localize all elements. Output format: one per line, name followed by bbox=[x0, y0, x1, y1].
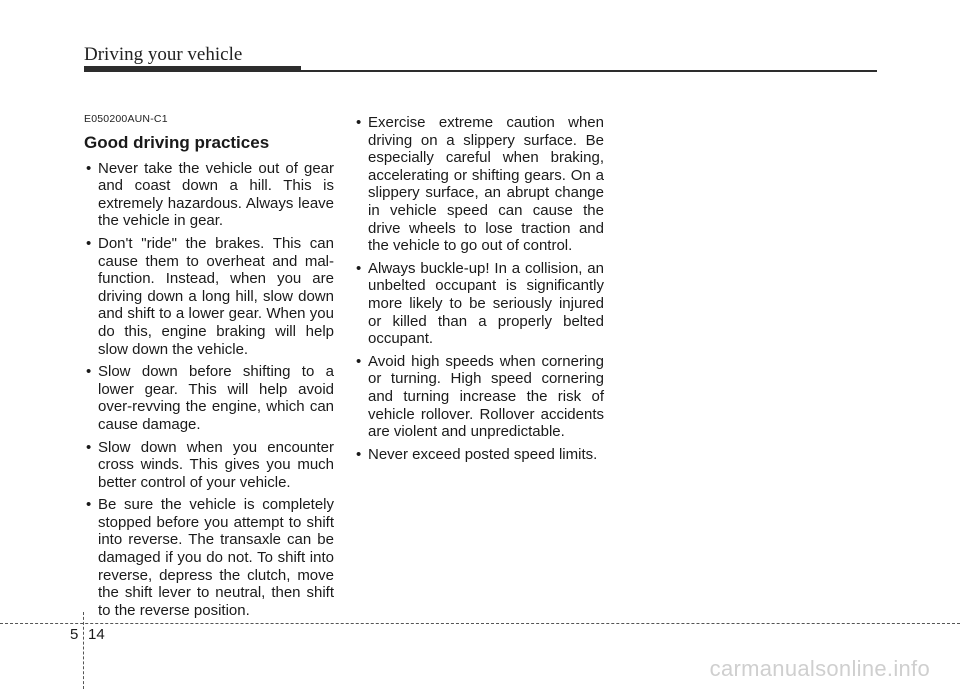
list-item: • Never take the vehicle out of gear and coast down a hill. This is extremely hazardous. Always leave the vehicle in gear. bbox=[86, 159, 334, 230]
right-bullet-list bbox=[354, 114, 604, 463]
left-column bbox=[84, 108, 334, 624]
watermark: carmanualsonline.info bbox=[709, 656, 930, 681]
section-code: E050200AUN-C1 bbox=[84, 113, 168, 125]
bullet-icon: • bbox=[86, 496, 92, 514]
page-number: 14 bbox=[88, 626, 105, 643]
list-item: • Never exceed posted speed limits. bbox=[356, 445, 598, 463]
bullet-icon: • bbox=[356, 352, 362, 370]
right-column bbox=[354, 114, 604, 468]
bullet-icon: • bbox=[356, 114, 362, 131]
header-rule-thin bbox=[301, 70, 877, 72]
list-item: • Don't "ride" the brakes. This can cause them to overheat and mal-function. Instead, when you are driving down a long hill, slow down and shift to a lower gear. When you do this, engine braking will help slow down the vehicle. bbox=[86, 234, 334, 358]
footer-rule bbox=[0, 623, 960, 624]
list-item: • Exercise extreme caution when driving on a slippery surface. Be especially careful when braking, accelerating or shifting gears. On a slippery surface, an abrupt change in vehicle speed can cause the drive wheels to lose traction and the vehicle to go out of control. bbox=[356, 114, 604, 255]
bullet-icon: • bbox=[356, 445, 362, 463]
bullet-icon: • bbox=[356, 259, 362, 277]
left-bullet-list bbox=[84, 160, 334, 620]
bullet-icon: • bbox=[86, 363, 92, 381]
list-item: • Slow down when you encounter cross winds. This gives you much better control of your vehicle. bbox=[86, 438, 334, 491]
list-item: • Be sure the vehicle is completely stopped before you attempt to shift into reverse. The transaxle can be damaged if you do not. To shift into reverse, depress the clutch, move the shift lever to neutral, then shift to the reverse position. bbox=[86, 496, 334, 619]
section-heading: Good driving practices bbox=[84, 132, 270, 152]
section-number: 5 bbox=[70, 626, 79, 643]
bullet-icon: • bbox=[86, 438, 92, 456]
bullet-icon: • bbox=[86, 159, 92, 177]
bullet-icon: • bbox=[86, 234, 92, 252]
list-item: • Avoid high speeds when cornering or turning. High speed cornering and turning increase the risk of vehicle rollover. Rollover accidents are violent and unpredictable. bbox=[356, 352, 604, 441]
footer-divider bbox=[83, 612, 84, 689]
chapter-title: Driving your vehicle bbox=[84, 44, 243, 65]
list-item: • Always buckle-up! In a collision, an unbelted occupant is significantly more likely to be seriously injured or killed than a properly belted occupant. bbox=[356, 259, 604, 348]
header-rule-thick bbox=[84, 66, 301, 72]
list-item: • Slow down before shifting to a lower gear. This will help avoid over-revving the engine, which can cause damage. bbox=[86, 363, 334, 433]
